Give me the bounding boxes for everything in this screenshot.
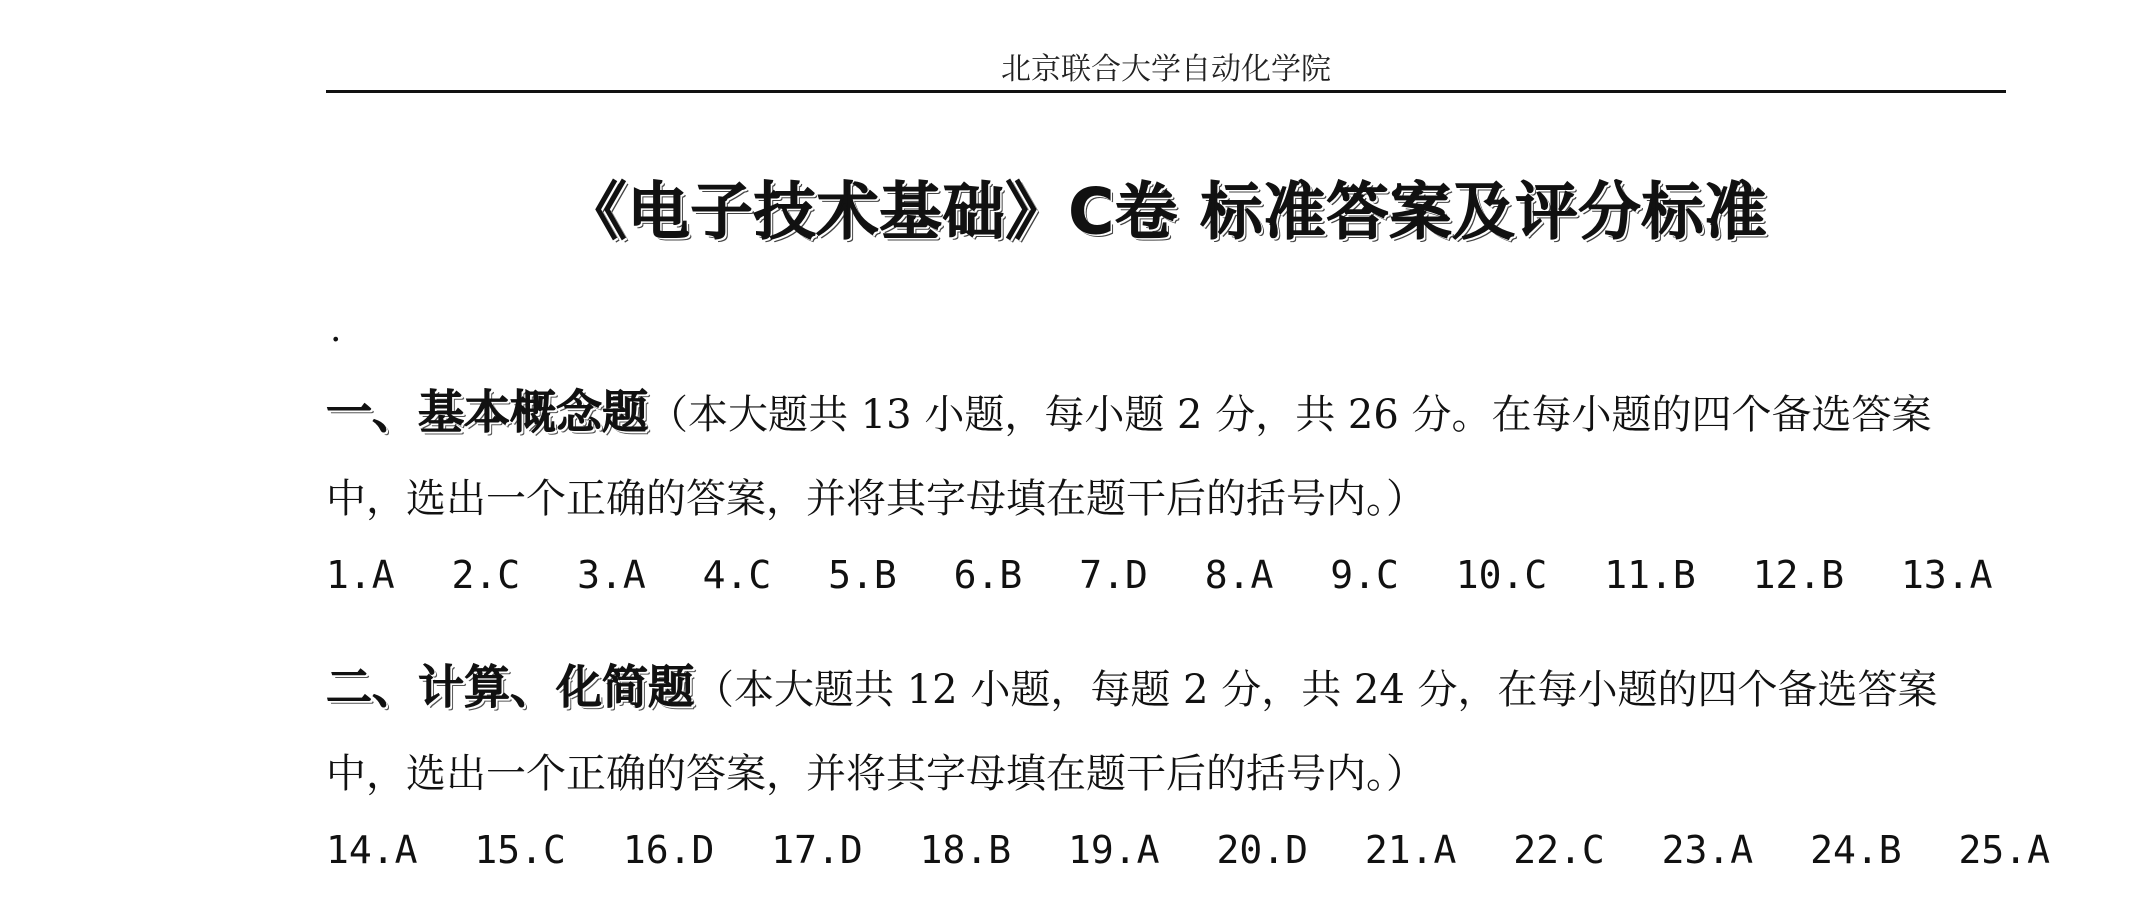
answer-item: 18.B	[919, 828, 1012, 872]
answer-item: 7.D	[1079, 553, 1148, 597]
answer-item: 12.B	[1752, 553, 1845, 597]
answer-item: 20.D	[1216, 828, 1308, 872]
answer-item: 21.A	[1364, 828, 1457, 872]
section-description: （本大题共 13 小题，每小题 2 分，共 26 分。在每小题的四个备选答案中，选出一个正确的答案，并将其字母填在题干后的括号内。）	[326, 392, 1932, 522]
document-title: 《电子技术基础》C卷 标准答案及评分标准	[564, 175, 1768, 248]
answer-item: 1.A	[326, 553, 395, 597]
section-heading: 二、计算、化简题	[326, 660, 694, 714]
section-calculation	[326, 645, 2006, 816]
answer-item: 4.C	[702, 553, 772, 597]
answer-item: 25.A	[1958, 828, 2050, 872]
answer-item: 23.A	[1661, 828, 1754, 872]
page-header: 北京联合大学自动化学院	[1001, 52, 1331, 87]
paragraph-marker: .	[330, 309, 342, 350]
answer-item: 3.A	[577, 553, 646, 597]
section-description: （本大题共 12 小题，每题 2 分，共 24 分，在每小题的四个备选答案中，选出一个正确的答案，并将其字母填在题干后的括号内。）	[326, 667, 1938, 797]
section-heading: 一、基本概念题	[326, 385, 648, 439]
answer-item: 22.C	[1513, 828, 1605, 872]
answer-item: 15.C	[474, 828, 566, 872]
answer-item: 11.B	[1604, 553, 1696, 597]
section-basic-concepts	[326, 370, 2006, 541]
answer-list-section-1	[326, 550, 2006, 600]
answer-item: 19.A	[1068, 828, 1160, 872]
answer-item: 17.D	[771, 828, 863, 872]
header-divider	[326, 90, 2006, 93]
answer-item: 8.A	[1204, 553, 1274, 597]
answer-item: 5.B	[828, 553, 897, 597]
answer-item: 14.A	[326, 828, 418, 872]
answer-item: 13.A	[1901, 553, 1993, 597]
answer-item: 16.D	[622, 828, 715, 872]
answer-item: 24.B	[1810, 828, 1902, 872]
answer-item: 2.C	[451, 553, 521, 597]
answer-list-section-2	[326, 825, 2050, 875]
answer-item: 10.C	[1455, 553, 1548, 597]
answer-item: 9.C	[1330, 553, 1399, 597]
answer-item: 6.B	[953, 553, 1023, 597]
